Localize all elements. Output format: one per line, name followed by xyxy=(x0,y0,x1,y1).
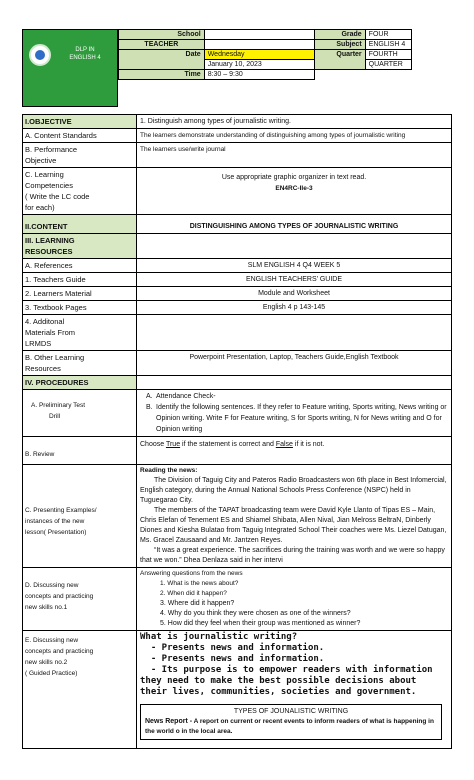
presentation-label-1: C. Presenting Examples/ xyxy=(25,507,97,514)
review-value xyxy=(137,437,451,464)
news-paragraph-2: The members of the TAPAT broadcasting team were David Kyle Llanto of Tipas ES – Main, Chris Elefan of Tenement ES and Shiamel Shibata, Allen Nival, Jian Melross BeltraN, Dinberly Diones and Kiesha Bulatao from Taguig Integrated School Their coaches were Ms. Liezel Datugan, Ms. Gracel Zausaand and Mr. Jantzen Reyes. xyxy=(140,507,447,544)
content-label: II.CONTENT xyxy=(23,215,137,233)
objective-row xyxy=(22,114,452,129)
competencies-label-1: C. Learning xyxy=(25,170,64,179)
additional-label-1: 4. Additonal xyxy=(25,317,65,326)
discussion-2-label xyxy=(23,631,137,748)
date-label: Date xyxy=(119,50,205,70)
school-value xyxy=(204,30,315,40)
header xyxy=(22,29,412,107)
textbook-row xyxy=(22,301,452,315)
resources-heading-1: III. LEARNING xyxy=(25,236,75,245)
logo-line-2: ENGLISH 4 xyxy=(69,55,101,61)
teachers-guide-value: ENGLISH TEACHERS’ GUIDE xyxy=(245,276,343,283)
textbook-label: 3. Textbook Pages xyxy=(23,301,137,314)
time-value: 8:30 – 9:30 xyxy=(204,70,315,80)
news-paragraph-1: The Division of Taguig City and Pateros Radio Broadcasters won 6th place in Best Infomercial, English category, during the Annual National Schools Press Conference (NSPC) held in Tuguegarao City. xyxy=(140,477,447,504)
news-title: Reading the news: xyxy=(140,467,198,474)
performance-row xyxy=(22,143,452,168)
preliminary-label xyxy=(23,390,137,436)
competencies-label-2: Competencies xyxy=(25,181,73,190)
types-box-title: TYPES OF JOUNALISTIC WRITING xyxy=(233,708,349,715)
teacher-label: TEACHER xyxy=(119,40,205,50)
additional-row xyxy=(22,315,452,351)
quarter-label: Quarter xyxy=(315,50,365,70)
news-paragraph-3: “It was a great experience. The sacrifices during the training was worth and we were so happy that we won.” Dhea Denlaza said in her intervi xyxy=(140,547,445,564)
competencies-label-4: for each) xyxy=(25,203,55,212)
performance-label-1: B. Performance xyxy=(25,145,78,154)
review-text-3: if it is not. xyxy=(292,441,325,448)
content-value: DISTINGUISHING AMONG TYPES OF JOURNALISTIC WRITING xyxy=(189,223,399,230)
subject-label: Subject xyxy=(315,40,365,50)
objective-value: 1. Distinguish among types of journalistic writing. xyxy=(140,118,291,125)
discussion-2-row xyxy=(22,631,452,749)
discussion-2-label-2: concepts and practicing xyxy=(25,648,94,655)
logo-box xyxy=(22,29,118,107)
other-resources-label-1: B. Other Learning xyxy=(25,353,85,362)
learners-material-value: Module and Worksheet xyxy=(258,290,330,297)
teachers-guide-row xyxy=(22,273,452,287)
competencies-label xyxy=(23,168,137,214)
school-label: School xyxy=(119,30,205,40)
preliminary-label-1: A. Preliminary Test xyxy=(31,402,86,409)
procedures-heading: IV. PROCEDURES xyxy=(23,376,137,389)
teachers-guide-label: 1. Teachers Guide xyxy=(23,273,137,286)
discussion-1-label-3: new skills no.1 xyxy=(25,604,68,611)
performance-value: The learners use/write journal xyxy=(140,146,226,153)
additional-label xyxy=(23,315,137,350)
objective-label: I.OBJECTIVE xyxy=(23,115,137,128)
discussion-2-label-1: E. Discussing new xyxy=(25,637,79,644)
teacher-value xyxy=(204,40,315,50)
quarter-value-2: QUARTER xyxy=(365,60,411,70)
grade-label: Grade xyxy=(315,30,365,40)
additional-value xyxy=(137,315,451,350)
performance-label-2: Objective xyxy=(25,156,57,165)
header-table xyxy=(118,29,412,80)
preliminary-item-1 xyxy=(140,391,448,402)
date-value: January 10, 2023 xyxy=(204,60,315,70)
review-row xyxy=(22,437,452,465)
quarter-value-1: FOURTH xyxy=(365,50,411,60)
additional-label-2: Materials From xyxy=(25,328,76,337)
item-marker: B. xyxy=(146,404,153,411)
content-standards-label: A. Content Standards xyxy=(23,129,137,142)
presentation-label xyxy=(23,465,137,567)
discussion-1-label xyxy=(23,568,137,630)
discussion-1-row xyxy=(22,568,452,631)
resources-heading-blank xyxy=(137,234,451,258)
discussion-1-label-1: D. Discussing new xyxy=(25,582,79,589)
other-resources-row xyxy=(22,351,452,376)
presentation-label-3: lesson( Presentation) xyxy=(25,529,87,536)
review-text-1: Choose xyxy=(140,441,166,448)
other-resources-value: Powerpoint Presentation, Laptop, Teachers Guide,English Textbook xyxy=(189,354,399,361)
subject-value: ENGLISH 4 xyxy=(365,40,411,50)
questions-title: Answering questions from the news xyxy=(140,570,243,577)
resources-heading-2: RESOURCES xyxy=(25,247,73,256)
discussion-2-label-4: ( Guided Practice) xyxy=(25,670,78,677)
types-box xyxy=(140,704,442,740)
content-standards-value: The learners demonstrate understanding of distinguishing among types of journalistic writing xyxy=(140,132,406,139)
journalism-line-2: - Presents news and information. xyxy=(140,643,325,653)
journalism-line-3: - Presents news and information. xyxy=(140,654,325,664)
question-item: 3. Where did it happen? xyxy=(160,600,235,607)
preliminary-label-2: Drill xyxy=(49,413,61,420)
journalism-line-4: - Its purpose is to empower readers with information they need to make the best possible decisions about their lives, communities, societies and government. xyxy=(140,665,439,697)
procedures-heading-blank xyxy=(137,376,451,389)
types-box-body xyxy=(145,717,437,737)
textbook-value: English 4 p 143-145 xyxy=(262,304,326,311)
logo-text xyxy=(53,46,117,62)
other-resources-label xyxy=(23,351,137,375)
other-resources-label-2: Resources xyxy=(25,364,61,373)
learners-material-label: 2. Learners Material xyxy=(23,287,137,300)
preliminary-row xyxy=(22,390,452,437)
item-text: Identify the following sentences. If they refer to Feature writing, Sports writing, News writing or Opinion writing. Write F for Feature writing, S for Sports writing, N for News writing and O for Opinion writing xyxy=(156,404,447,433)
grade-value: FOUR xyxy=(365,30,411,40)
date-day-value: Wednesday xyxy=(204,50,315,60)
competencies-text: Use appropriate graphic organizer in text read. xyxy=(221,174,367,181)
news-report-term: News Report - xyxy=(145,718,193,725)
references-row xyxy=(22,259,452,273)
procedures-heading-row xyxy=(22,376,452,390)
resources-heading xyxy=(23,234,137,258)
competencies-row xyxy=(22,168,452,215)
review-label: B. Review xyxy=(23,437,137,464)
question-item: 2. When did it happen? xyxy=(160,590,227,597)
performance-label xyxy=(23,143,137,167)
discussion-1-value xyxy=(137,568,451,630)
discussion-1-label-2: concepts and practicing xyxy=(25,593,94,600)
false-word: False xyxy=(275,441,293,448)
preliminary-item-2 xyxy=(140,402,448,435)
additional-label-3: LRMDS xyxy=(25,339,52,348)
true-word: True xyxy=(165,441,181,448)
time-label: Time xyxy=(119,70,205,80)
references-label: A. References xyxy=(23,259,137,272)
question-item: 1. What is the news about? xyxy=(160,580,239,587)
preliminary-value xyxy=(137,390,451,436)
resources-heading-row xyxy=(22,234,452,259)
presentation-value xyxy=(137,465,451,567)
content-row xyxy=(22,215,452,234)
learners-material-row xyxy=(22,287,452,301)
news-report-definition: A report on current or recent events to inform readers of what is happening in the world o in the local area. xyxy=(145,718,434,735)
discussion-2-value xyxy=(137,631,451,748)
competencies-value xyxy=(137,168,451,214)
presentation-row xyxy=(22,465,452,568)
logo-line-1: DLP IN xyxy=(75,47,95,53)
question-item: 5. How did they feel when their group was mentioned as winner? xyxy=(160,620,361,627)
lesson-plan-table xyxy=(22,114,452,749)
content-standards-row xyxy=(22,129,452,143)
journalism-line-1: What is journalistic writing? xyxy=(140,632,298,642)
references-value: SLM ENGLISH 4 Q4 WEEK 5 xyxy=(247,262,341,269)
review-text-2: if the statement is correct and xyxy=(180,441,276,448)
deped-seal-icon xyxy=(29,44,51,66)
competencies-label-3: ( Write the LC code xyxy=(25,192,90,201)
item-text: Attendance Check- xyxy=(156,393,216,400)
question-item: 4. Why do you think they were chosen as one of the winners? xyxy=(160,610,351,617)
item-marker: A. xyxy=(146,393,153,400)
competency-code: EN4RC-IIe-3 xyxy=(275,185,313,192)
presentation-label-2: instances of the new xyxy=(25,518,85,525)
discussion-2-label-3: new skills no.2 xyxy=(25,659,68,666)
questions-list xyxy=(140,579,448,629)
